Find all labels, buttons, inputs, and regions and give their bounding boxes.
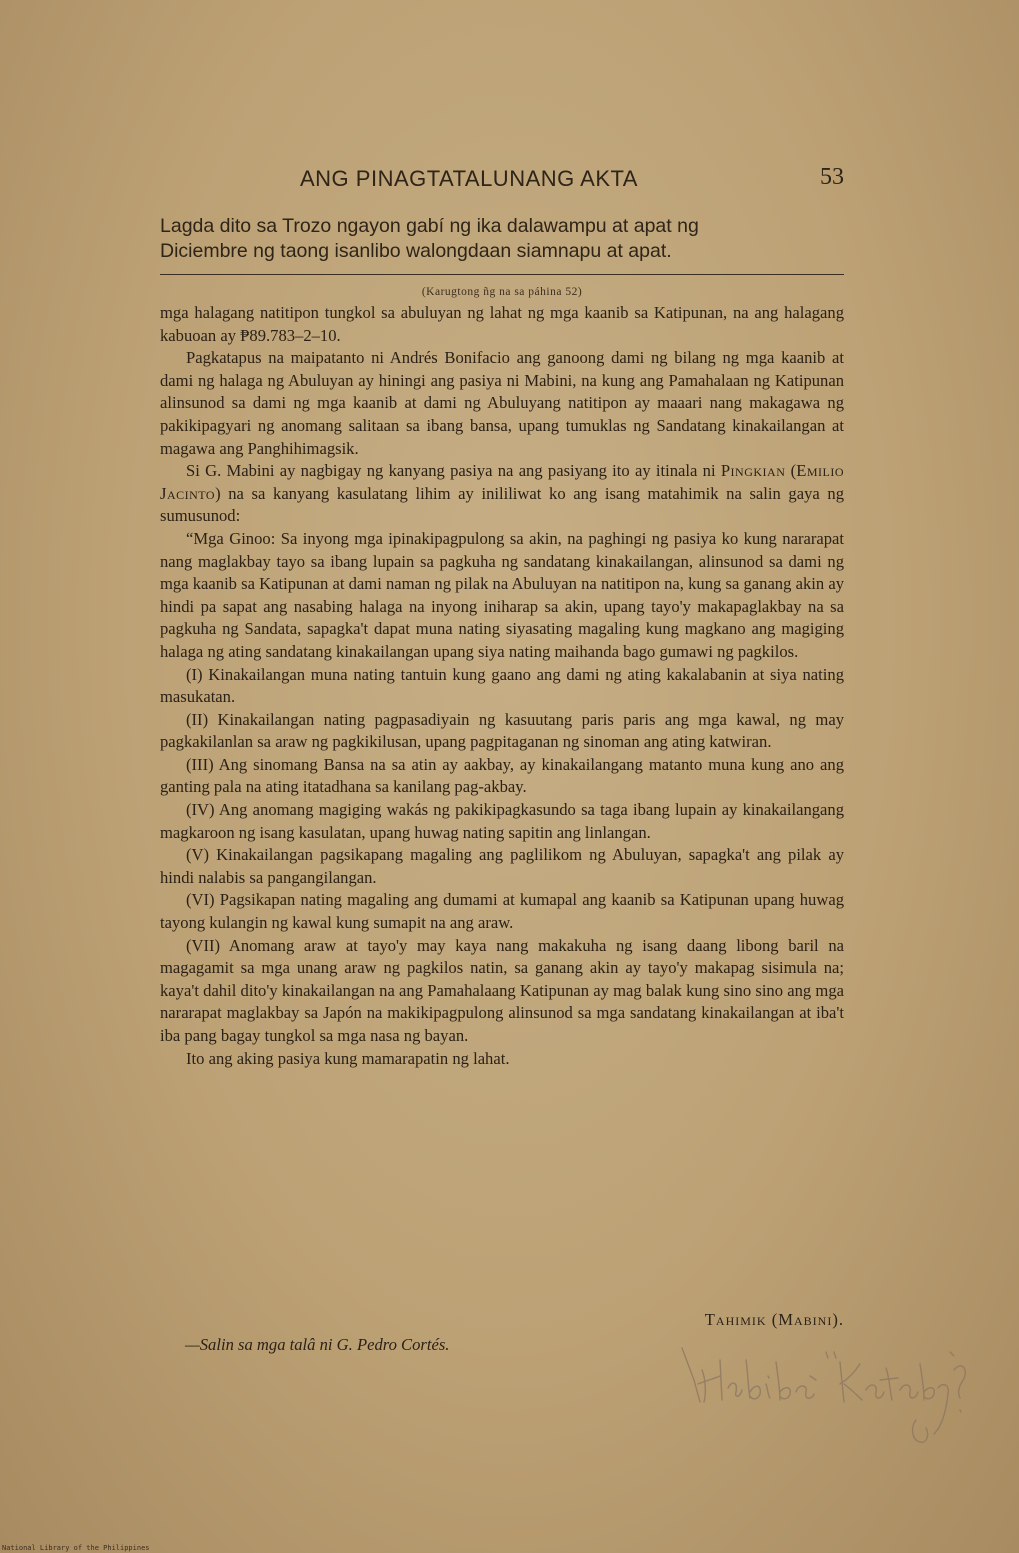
source-attribution: —Salin sa mga talâ ni G. Pedro Cortés.: [185, 1335, 450, 1354]
paragraph: mga halagang natitipon tungkol sa abuluyan ng lahat ng mga kaanib sa Katipunan, na ang halagang kabuoan ay ₱89.783–2–10.: [160, 303, 844, 345]
paragraph: (II) Kinakailangan nating pagpasadiyain ng kasuutang paris paris ang mga kawal, ng may pagkakilanlan sa araw ng pagkikilusan, upang pagpitaganan ng sinoman ang ating katwiran.: [160, 709, 844, 752]
paragraph: (VI) Pagsikapan nating magaling ang dumami at kumapal ang kaanib sa Katipunan upang huwag tayong kulangin ng kawal kung sumapit na ang araw.: [160, 890, 844, 933]
paragraph: Pagkatapus na maipatanto ni Andrés Bonifacio ang ganoong dami ng bilang ng mga kaanib at dami ng halaga ng Abuluyan ay hiningi ang pasiya ni Mabini, na kung ang Pamahalaan ng Katipunan alinsunod sa dami ng mga kaanib at dami ng Abuluyang natitipon ay maaari nang makagawa ng pakikipagyari ng anomang salitaan sa ibang bansa, upang tumuklas ng Sandatang kinakailangan at magawa ang Panghihimagsik.: [160, 348, 844, 458]
library-footer: National Library of the Philippines: [2, 1544, 150, 1552]
paragraph: (V) Kinakailangan pagsikapang magaling ang paglilikom ng Abuluyan, sapagka't ang pilak ay hindi nalabis sa pangangilangan.: [160, 845, 844, 887]
carry-over-note: (Karugtong ñg na sa páhina 52): [421, 286, 583, 298]
paragraph-text: (: [785, 461, 797, 481]
paragraph-text: Si G. Mabini ay nagbigay ng kanyang pasiya na ang pasiyang ito ay itinala ni: [186, 461, 721, 481]
pseudonym: Pingkian: [720, 461, 786, 481]
body-text: [160, 302, 844, 1070]
paragraph-text: ) na sa kanyang kasulatang lihim ay inililiwat ko ang isang matahimik na salin gaya ng sumusunod:: [160, 483, 844, 526]
paragraph: “Mga Ginoo: Sa inyong mga ipinakipagpulong sa akin, na paghingi ng pasiya ko kung nararapat nang maglakbay tayo sa ibang lupain sa pagkuha ng sandatang kinakailangan, alinsunod sa dami ng mga kaanib sa Katipunan at dami naman ng pilak na Abuluyan na natitipon na, kung sa ganang akin ay hindi pa sapat ang nasabing halaga na inyong iniharap sa akin, upang tayo'y makapaglakbay na sa pagkuha ng Sandata, sapagka't dapat muna nating siyasating magaling kung magkano ang magiging halaga ng ating sandatang kinakailangan upang siya nating maihanda bago gumawi ng pagkilos.: [160, 528, 844, 661]
running-head: [160, 166, 844, 196]
handwritten-note: [680, 1340, 970, 1450]
page-number: 53: [820, 164, 844, 190]
continuation-line: Lagda dito sa Trozo ngayon gabí ng ika dalawampu at apat ng: [160, 215, 699, 237]
signature: Tahimik (Mabini).: [704, 1310, 844, 1329]
paragraph: (VII) Anomang araw at tayo'y may kaya nang makakuha ng isang daang libong baril na magagamit sa mga unang araw ng pagkilos natin, sa ganang akin ay tayo'y makapag sisimula na; kaya't dahil dito'y kinakailangan na ang Pamahalaang Katipunan ay mag balak kung sino sino ang mga nararapat maglakbay sa Japón na makikipagpulong alinsunod sa mga sandatang kinakailangan at iba't iba pang bagay tungkol sa mga nasa ng bayan.: [160, 935, 844, 1045]
paragraph: (IV) Ang anomang magiging wakás ng pakikipagkasundo sa taga ibang lupain ay kinakailangang magkaroon ng isang kasulatan, upang huwag nating sapitin ang linlangan.: [160, 800, 844, 842]
person-name: Emilio Jacinto: [160, 461, 844, 503]
separator-rule: [160, 274, 844, 275]
paragraph: Ito ang aking pasiya kung mamarapatin ng lahat.: [186, 1048, 510, 1068]
paragraph: (III) Ang sinomang Bansa na sa atin ay aakbay, ay kinakailangang matanto muna kung ano ang ganting pala na ating itatadhana sa kanilang pag-akbay.: [160, 754, 844, 797]
running-head-title: ANG PINAGTATALUNANG AKTA: [300, 166, 638, 191]
continuation-block: [160, 214, 844, 264]
continuation-line: Diciembre ng taong isanlibo walongdaan siamnapu at apat.: [160, 240, 672, 262]
paragraph: (I) Kinakailangan muna nating tantuin kung gaano ang dami ng ating kakalabanin at siya nating masukatan.: [160, 664, 844, 707]
paragraph: [160, 460, 844, 528]
